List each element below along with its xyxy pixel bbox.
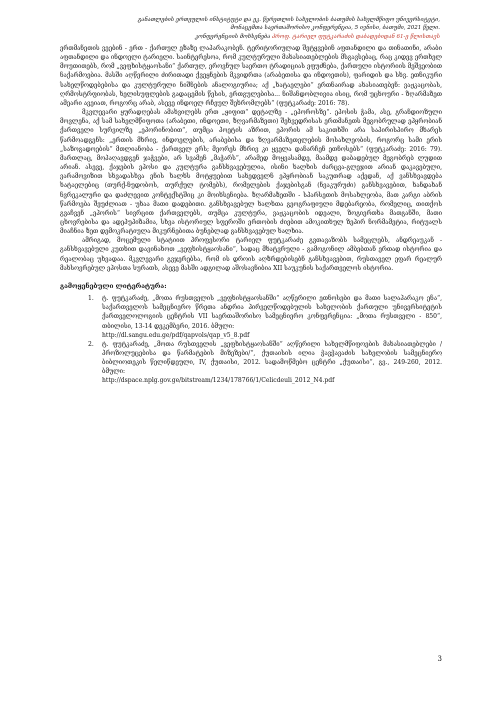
reference-item	[60, 340, 442, 386]
references-list	[60, 294, 442, 386]
header-highlight: პროფ. ტარიელ ფუტკარაძის დაბადებიდან 61-ე წლისთავს	[271, 33, 440, 40]
paragraph-1: ერთმანეთის ვეებინ - ერთ - ქართულ ეზაზე ლაპარაკობენ. ტერიტორიულად შეტყვებინ აფთანდილი და თინათინი, არაბი აფთანდილი და ინდოელი ტარიელი. საინტერესოა, რომ კულტურული მახასიათებლების მსგავსებაც, რაც კიდევ ერთხელ მოუთითებს, რომ „ვეფხისტყაოსანი“ ქართულ, ეროვნულ საერთო ტრადიციას ეფუძნება, ქართული ისტორიის მეშვეობით ნაქარმოებია. მასში აღწერილი ძირითადი ქვეყნების მკვიდრთა (არაბეთისა და ინდოეთის), ფარიდის და სხვ. ეთნიკური სახელწოდებებისა და კულტურული ნიშნების ანალოგიურია; აქ „ხატაელები“ ერთნაირად ახასიათებენ: ვაჟკაცობას, ღრმოსტრფიობას, ხელისუფლების გადაცემის წესის, ერთგულებისა... ნიშანდობლივია ისიც, რომ უცხოური - ზღარმაზეთ ამეარი ავეიათ, როგორც არაბ, ასევე ინდოელ რჩეულ შეხრომლებს“ (ფუტკარაძე: 2016: 78).	[60, 45, 442, 107]
article-body	[60, 44, 442, 386]
reference-text: ტ. ფუტკარაძე, „მოთა რუსთველის „ვეფხისტყაოსანში“ აღწერილი ეთნოსები და მათი სალაპარაკო ენა“, საქართველოს სამეცნიერო წრეთა ანდრია პირველწოდებულის სახელობის ქართული უნივერსიტეტის ქართველოლოგიის ცენტრის VII საერთაშორისო სამეცნიერო კონფერენცია: „მოთა რუსთველი - 850“, თბილისი, 13-14 დეკემბერი, 2016. ბმული:	[102, 295, 442, 330]
header-line-3-plain: კონფერენციის მოხსენება	[195, 33, 272, 40]
page-number: 3	[437, 655, 442, 663]
reference-number: 2.	[88, 340, 94, 348]
reference-link[interactable]: http://dspace.nplg.gov.ge/bitstream/1234/178766/1/Celicdeuli_2012_N4.pdf	[102, 377, 335, 385]
paragraph-3: ამრიგად, მოცემული სტატიით პროფესორი ტარიელ ფუტკარაძე გვთავაზობს სამეცლებს, ანდრეაუკან - განსხვავებული კუთხით დავინახოთ „ვეფხისტყაოსანი“, სადაც მხატვრული - გამოგონილ ამბებთან ერთად ისტორია და რეალობაც უხვადაა. მკვლევარი გვჯერებსა, რომ ის დროის აღზრდებისებნ განსხვავებით, რუსთაველ ეფარ რეალურ მახსოვრებულ ეპოსთა სურათს, ასევე მასში ადგილად აშოსავნიბია XII საუკუნის საქართველოს ისტორია.	[60, 237, 442, 272]
paragraph-2: მკვლევარი ყურადღებას ამახვილებს ერთ „ყიფით“ დეტალზე - „ეპოროსზე“. ეპოსის ჭამა, ასე, გრანდიოზული მოვლენა, აქ სამ სახელმწიფოთა (არაბეთი, ინდოეთი, ზღვარმაზეთი) შეხვედრისას ერთმანეთს მეგობრულად ეპყრობიან ქართველი სურვილზე „ეპორინობით“, თუმცა პოეტის აზრით, ეპორის ამ საკითხში არა საპირისპირო მხარეს წარმოადგენს: „ერთის მხრივ, ინდოელების, არაბებისა და ზღვარმაზეთელების მოსახლეობის, როგორც სამი ერის „საზოგადოების“ მთლიანობა - ქართველ ერს; მეორეს მხრივ კი ყველა დანარჩენ ეთნოსებს“ (ფუტკარაძე: 2016: 79). მართლაც, მოპაღავდგენ ჯაჭვები, არ სვამენ „მაჭარს“, არამედ მოყვასამდე, მაამდე დაბადებულ მეგობრებ ლუდით არიან. ასევე, ქაჯების ეპოსი და კულტურა განსხვავებულია, ისინი ხალხის ძარცვა-გლეჯით არიან დაკავებული, ვარამოვიზით სხვადასხვა ენის ხალხს მოტყუებით სახედველნ ეპყრობიან საკუთრად აქედან, აქ ვანსხვავდება ხატაელებიც (თურქ-ნუდობოს, თურქულ ტომებს), რომელების ქაჯებისგან (ნვაკურუძი) განსხვავებით, ხანდახან ნვრეკალური და დაძლევით კონტექსტშიც კი მოიხსენიება. ზღარმაზეთში - სპარსეთის მოსახლეობა, მათ კარგი აბრის წარმოება შეუძლიათ - უხაა მათი დადებითი. განსხვავებულ ხალხთა გეოგრაფიული მდებარეობა, რომელიც, თითქოს გვაჩვენ „ეპორის“ სივრცით ქართველებს, თუმცა კულტურა, ვაჟკაცობის იდეალი, ზოგიერთხა მათგანში, მათი ცხოვრებისა და ადეპუპიზამია, სხვა ისტორიულ სფეროში ერთობის ძიებით ამოკითხულ ზეპირ ნორმამეტია, რიტუალს მიაჩნია ზეთ დემოკრატიულა მიკურნებითა ბუნებლად განსხვავებულ ხალხია.	[60, 109, 442, 236]
reference-number: 1.	[88, 295, 94, 303]
reference-link[interactable]: http://dl.sangu.edu.ge/pdf/qapvols/qap_v5_8.pdf	[102, 331, 250, 339]
references-title: გამოყენებული ლიტერატურა:	[60, 281, 167, 290]
header-line-1: განათლების ერთეულის ინსტიტუტი და ეკ. წერეთლის სახელობის ბათუმის სახელმწიფო უნივერსიტეტი,	[138, 17, 440, 23]
header-line-2: მონაცემთა საერთაშორისო კონფერენცია, 5 ივნისი, ბათუმი, 2021 წელი.	[230, 25, 440, 32]
header-line-3	[80, 33, 440, 41]
reference-item	[60, 294, 442, 340]
page-header	[80, 16, 440, 41]
reference-text: ტ. ფუტკარაძე, „მოთა რუსთველის „ვეფხისტყაოსანში“ აღწერილი სახელმწიფოების მახასიათებლები /პროზოლუცებისა და წარმატების მიზეზები/“, ქუთაისის ილია ჭავჭავაძის სახელობის სამეცნიერო ბიბლიოთეკის წელიწდეული, IV, ქუთაისი, 2012. სადამოწმებო ცენტრი „ქუთაისი“, გვ., 249-260, 2012. ბმული:	[102, 340, 442, 376]
